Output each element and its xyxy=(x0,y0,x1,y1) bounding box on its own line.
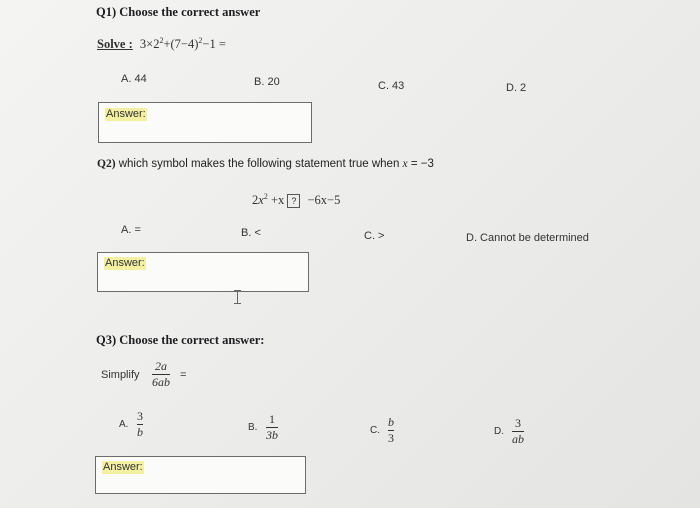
q1-option-d[interactable]: D. 2 xyxy=(506,82,527,94)
q3-option-a-num: 3 xyxy=(137,409,143,423)
q1-option-b[interactable]: B. 20 xyxy=(254,76,280,88)
q1-eq-times: × xyxy=(146,37,154,52)
q3-answer-box[interactable] xyxy=(95,456,306,494)
q2-heading-text: which symbol makes the following statement true when xyxy=(118,158,400,170)
q3-option-c-letter: C. xyxy=(370,425,380,436)
q3-option-d-num: 3 xyxy=(515,416,521,430)
q3-expr-numerator: 2a xyxy=(155,359,167,373)
q1-eq-paren-exp: 2 xyxy=(198,36,203,45)
q1-answer-label: Answer: xyxy=(106,108,146,120)
q2-symbol-placeholder: ? xyxy=(287,194,300,208)
q1-option-c[interactable]: C. 43 xyxy=(378,80,405,92)
q2-option-b[interactable]: B. < xyxy=(241,227,261,239)
q1-eq-b-exp: 2 xyxy=(159,36,164,45)
q2-expr-right: −6x−5 xyxy=(307,193,341,208)
q3-option-b-letter: B. xyxy=(248,422,258,433)
q3-option-a-letter: A. xyxy=(119,419,129,430)
q2-expr-exp: 2 xyxy=(263,192,268,201)
q2-condition-var: x xyxy=(402,158,408,170)
q3-option-a-fraction xyxy=(137,410,143,439)
text-cursor-icon xyxy=(234,290,241,304)
q1-answer-box[interactable] xyxy=(98,102,312,143)
q2-expr-coef: 2 xyxy=(252,193,259,208)
q2-heading xyxy=(97,158,434,170)
q2-option-c[interactable]: C. > xyxy=(364,230,385,242)
q1-eq-tail: −1 = xyxy=(202,37,226,52)
q3-option-c-den: 3 xyxy=(388,431,394,445)
q3-option-a-den: b xyxy=(137,425,143,439)
q3-answer-label: Answer: xyxy=(103,461,143,473)
q3-option-d-letter: D. xyxy=(494,426,504,437)
q3-option-d-den: ab xyxy=(512,432,524,446)
q2-option-a[interactable]: A. = xyxy=(121,224,141,236)
q3-option-b-fraction xyxy=(266,413,278,442)
q2-heading-number: Q2) xyxy=(97,158,116,170)
q1-equation xyxy=(97,36,226,52)
q3-option-b-num: 1 xyxy=(269,412,275,426)
q1-eq-a: 3 xyxy=(139,37,147,52)
q1-eq-paren: (7−4) xyxy=(170,37,199,52)
q3-heading: Q3) Choose the correct answer: xyxy=(96,333,265,347)
q3-expr-equals: = xyxy=(180,369,187,381)
q2-condition-val: = −3 xyxy=(410,158,434,170)
q3-expression-fraction xyxy=(152,360,170,389)
q3-option-b-den: 3b xyxy=(266,428,278,442)
q1-eq-plus: + xyxy=(163,37,171,52)
q1-eq-b: 2 xyxy=(153,37,160,52)
q2-expr-plus: +x xyxy=(270,193,285,208)
q2-answer-label: Answer: xyxy=(105,257,145,269)
q1-heading: Q1) Choose the correct answer xyxy=(96,5,261,19)
q2-expr-var: x xyxy=(258,193,264,208)
q2-expression xyxy=(252,192,340,208)
q3-option-d-fraction xyxy=(512,417,524,446)
q3-expr-denominator: 6ab xyxy=(152,375,170,389)
q3-option-c-fraction xyxy=(388,416,394,445)
q1-option-a[interactable]: A. 44 xyxy=(121,73,147,85)
q1-solve-label: Solve : xyxy=(97,37,133,52)
q3-simplify-label: Simplify xyxy=(101,369,140,381)
q3-option-c-num: b xyxy=(388,415,394,429)
q2-option-d[interactable]: D. Cannot be determined xyxy=(466,232,589,244)
q2-answer-box[interactable] xyxy=(97,252,309,292)
